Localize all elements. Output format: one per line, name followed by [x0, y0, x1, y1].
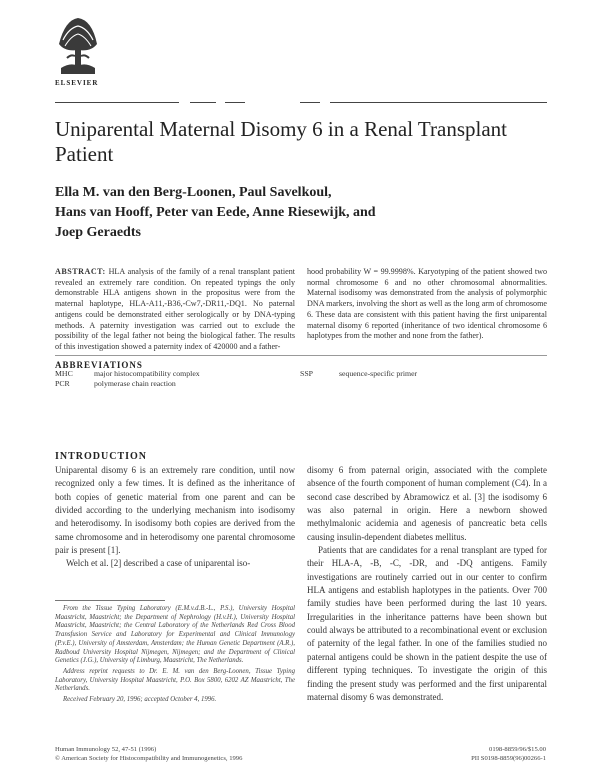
- footnote-affiliation: From the Tissue Typing Laboratory (E.M.v.d.B.-L., P.S.), University Hospital Maastricht, Maastricht; the Department of Nephrology (H.v.H.), University Hospital Maastricht, Maastricht; the Central Laboratory of the Netherlands Red Cross Blood Transfusion Service and Laboratory for Experimental and Clinical Immunology (P.v.E.), University of Amsterdam, Amsterdam; the Human Genetic Department (A.R.), Radboud University Hospital Nijmegen, Nijmegen; and the Department of Clinical Genetics (J.G.), University of Limburg, Maastricht, The Netherlands.: [55, 605, 295, 665]
- publisher-logo: [55, 14, 125, 87]
- elsevier-tree-icon: [55, 14, 101, 78]
- body-paragraph: Patients that are candidates for a renal transplant are typed for their HLA-A, -B, -C, -DR, and -DQ antigens. Family investigations are routinely carried out in our center to confirm HLA antigens and establish haplotypes in the patients. Over 700 family studies have been performed during the last 10 years. Irregularities in the inheritance patterns have been shown but could always be attributed to a recombinational event or exclusion of paternity of the legal father. In one of the families studied no paternal antigens could be shown in the patient despite the use of different typing techniques. To investigate the origin of this finding the present study was performed and the first uniparental maternal disomy 6 was demonstrated.: [307, 545, 547, 702]
- body-paragraph: Uniparental disomy 6 is an extremely rare condition, until now recognized only a few times. It is defined as the inheritance of both copies of genetic material from one parent and can be divided according to the underlying mechanism into isodisomy and heterodisomy. In isodisomy both copies are derived from the same chromosome and in heterodisomy one parental chromosome pair is present [1].: [55, 465, 295, 556]
- journal-citation: Human Immunology 52, 47-51 (1996): [55, 746, 157, 753]
- header-rule: [300, 102, 320, 103]
- footnote-reprints: Address reprint requests to Dr. E. M. van den Berg-Loonen, Tissue Typing Laboratory, University Hospital Maastricht, P.O. Box 5800, 6202 AZ Maastricht, The Netherlands.: [55, 667, 295, 693]
- header-rule: [190, 102, 216, 103]
- author-line: Joep Geraedts: [55, 225, 141, 240]
- abbreviation-meaning: sequence-specific primer: [339, 369, 418, 378]
- header-rule: [55, 102, 179, 103]
- author-list: [55, 183, 525, 243]
- author-line: Ella M. van den Berg-Loonen, Paul Savelkoul,: [55, 185, 332, 200]
- abbreviation-meaning: major histocompatibility complex: [94, 369, 200, 378]
- journal-footer: [55, 746, 242, 763]
- abstract-text: HLA analysis of the family of a renal transplant patient revealed an extremely rare condition. On repeated typings the only demonstrable HLA antigens shown in the propositus were from the maternal haplotype, HLA-A11,-B36,-Cw7,-DR11,-DQ1. No paternal antigens could be demonstrated either serologically or by DNA-typing methods. A paternity investigation was carried out to exclude the possibility of the legal father not being the biological father. The results of this investigation showed a paternity index of 420000 and a father-: [55, 267, 295, 351]
- copyright-line: © American Society for Histocompatibility and Immunogenetics, 1996: [55, 754, 243, 762]
- header-rule: [225, 102, 245, 103]
- abbreviation-meaning: polymerase chain reaction: [94, 379, 176, 388]
- abbreviation-term: MHC: [55, 369, 73, 378]
- pii-line: PII S0198-8859(96)00266-1: [471, 754, 546, 762]
- footnote-received: Received February 20, 1996; accepted October 4, 1996.: [63, 696, 217, 704]
- abbreviation-term: PCR: [55, 379, 70, 388]
- article-title: Uniparental Maternal Disomy 6 in a Renal Transplant Patient: [55, 117, 508, 166]
- body-paragraph: disomy 6 from paternal origin, associated with the complete absence of the fourth component of human complement (C4). In a second case described by Abramowicz et al. [3] the isodisomy 6 was also paternal in origin. Here a newborn showed methylmalonic acidemia and agenesis of pancreatic beta cells causing insulin-dependent diabetes mellitus.: [307, 465, 547, 542]
- abstract-label: ABSTRACT:: [55, 267, 106, 276]
- issn-line: 0198-8859/96/$15.00: [489, 746, 546, 753]
- abstract-left-column: [55, 267, 295, 353]
- body-right-column: [307, 464, 547, 704]
- abbreviations-heading: ABBREVIATIONS: [55, 360, 143, 370]
- footnote-rule: [55, 600, 165, 601]
- header-rule: [330, 102, 547, 103]
- introduction-heading: INTRODUCTION: [55, 451, 148, 462]
- abbreviations-rule: [55, 355, 547, 356]
- identifier-footer: [430, 746, 546, 763]
- abbreviation-term: SSP: [300, 369, 314, 378]
- body-left-column: [55, 464, 295, 571]
- footnote: [55, 605, 295, 707]
- abstract-right-column: hood probability W = 99.9998%. Karyotyping of the patient showed two normal chromosome 6 and no other chromosomal abnormalities. Maternal isodisomy was demonstrated from the analysis of polymorphic DNA markers, involving the short as well as the long arm of chromosome 6. These data are consistent with this patient having the first uniparental maternal disomy 6 reported (inheritance of two identical chromosome 6 haplotypes from the mother and none from the father).: [307, 267, 547, 341]
- publisher-name: ELSEVIER: [55, 79, 99, 87]
- author-line: Hans van Hooff, Peter van Eede, Anne Riesewijk, and: [55, 205, 376, 220]
- body-paragraph: Welch et al. [2] described a case of uniparental iso-: [66, 558, 251, 569]
